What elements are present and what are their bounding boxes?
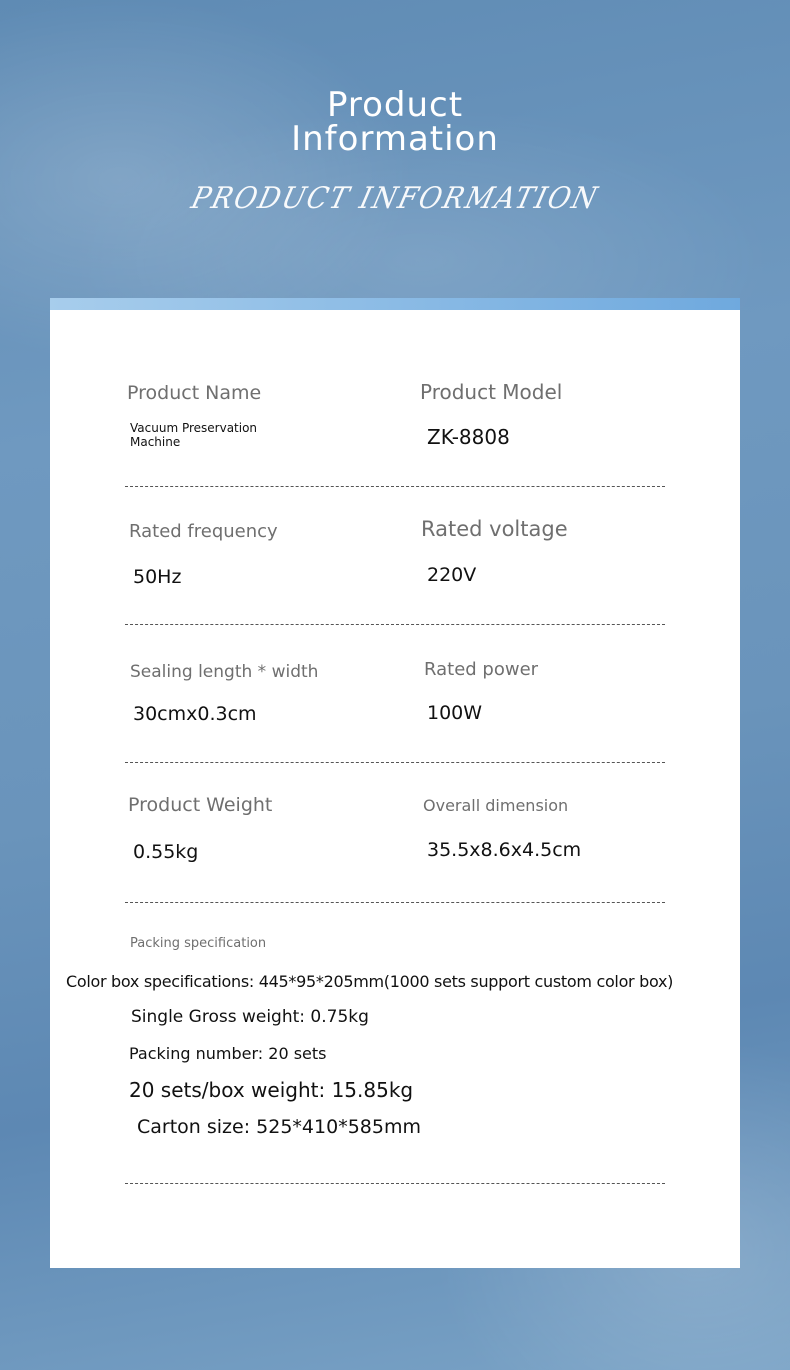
divider [125,1183,665,1184]
overall-dimension-value: 35.5x8.6x4.5cm [427,839,582,861]
packing-spec-label: Packing specification [130,936,267,951]
product-model-value: ZK-8808 [427,425,510,449]
product-model-label: Product Model [420,380,563,404]
script-subtitle: PRODUCT INFORMATION [187,181,603,216]
product-weight-label: Product Weight [128,794,273,816]
sealing-size-value: 30cmx0.3cm [133,703,257,725]
product-name-value: Vacuum Preservation Machine [130,421,258,449]
overall-dimension-label: Overall dimension [423,796,569,815]
divider [125,762,665,763]
rated-frequency-value: 50Hz [133,566,182,588]
sealing-size-label: Sealing length * width [130,662,319,682]
carton-size: Carton size: 525*410*585mm [137,1116,421,1138]
divider [125,902,665,903]
rated-frequency-label: Rated frequency [129,521,278,542]
rated-voltage-label: Rated voltage [421,517,568,541]
rated-power-value: 100W [427,702,483,724]
spec-card [50,310,740,1268]
rated-voltage-value: 220V [427,564,477,586]
page-title [0,85,790,159]
title-line-1: Product [326,85,464,125]
gross-weight: Single Gross weight: 0.75kg [131,1007,369,1027]
divider [125,486,665,487]
packing-number: Packing number: 20 sets [129,1044,327,1063]
product-name-label: Product Name [127,382,262,404]
box-weight: 20 sets/box weight: 15.85kg [129,1078,414,1102]
product-weight-value: 0.55kg [133,841,199,863]
rated-power-label: Rated power [424,659,539,680]
divider [125,624,665,625]
card-accent-bar [50,298,740,310]
color-box-spec: Color box specifications: 445*95*205mm(1000 sets support custom color box) [66,972,674,991]
title-line-2: Information [291,119,499,159]
